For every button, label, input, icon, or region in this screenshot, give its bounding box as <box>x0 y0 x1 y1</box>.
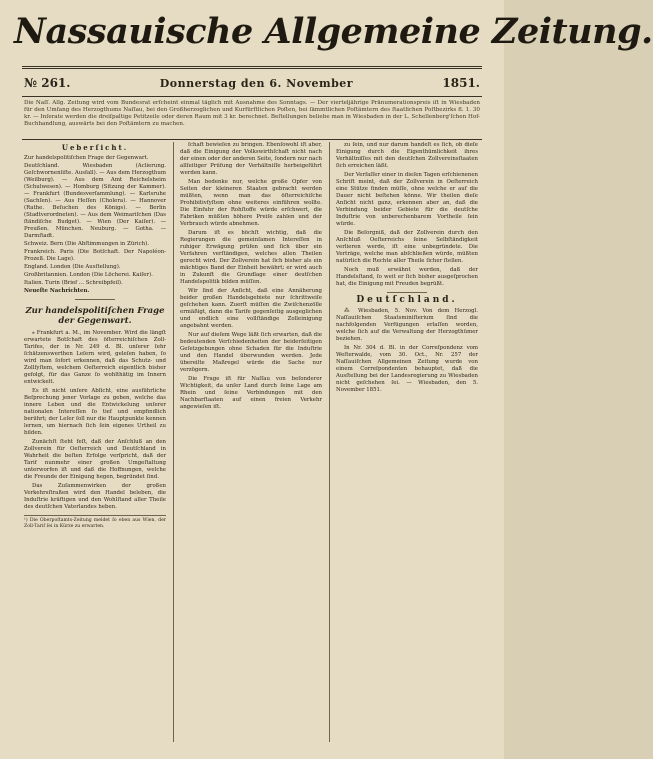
column-3 <box>336 142 478 747</box>
notice-rule <box>22 139 482 140</box>
column-1 <box>24 142 166 747</box>
info-rule <box>22 96 482 97</box>
column-2 <box>180 142 322 747</box>
overview-item: Italien. Turin (Brief ... Schreibpfeil). <box>24 280 123 286</box>
masthead-rule-top-thin <box>22 68 482 69</box>
issue-year: 1851. <box>442 76 480 90</box>
issue-date: Donnerstag den 6. November <box>159 76 354 90</box>
article-paragraph: Die Beſorgniß, daß der Zollverein durch den Anſchluß Oeſterreichs ſeine Selbſtändigkeit verlieren werde, iſt eine unbegründete. Die Verträge, welche man abſchließen würde, müßten natürlich die Rechte aller Theile ſicher ſtellen. <box>336 230 478 264</box>
article-paragraph: ⁎ Frankfurt a. M., im November. Wird die längſt erwartete Botſchaft des öſterreichiſchen Zoll-Tarifes, der in Nr. 249 d. Bl. unſerer ſehr ſchätzenswerthen Leſern wird, geleſen haben, ſo wird man ſofort erkennen, daß das Schutz- und Zollſyſtem, welchem Oeſterreich eigentlich bisher gefolgt, für das Ganze ſo wohlthätig im Innern entwickelt. <box>24 330 166 385</box>
subscription-notice: Die Naſſ. Allg. Zeitung wird vom Bundesrat erſcheint einmal täglich mit Ausnahme des Sonntags. — Der vierteljährige Pränumerationspreis iſt in Wiesbaden für den Umfang des Herzogthums Naſſau, bei den Großherzoglichen und Kurfürſtlichen Poſten, bei ſämmtlichen Poſtämtern des ſtaatlichen Poſtbezirks fl. 1. 30 kr. — Inſerate werden die dreiſpaltige Petitzeile oder deren Raum mit 3 kr. berechnet. Beſtellungen beliebe man in Wiesbaden in der L. Schellenberg'ſchen Hof-Buchhandlung, auswärts bei den Poſtämtern zu machen. <box>24 100 480 127</box>
overview-item: Großbritannien. London (Die Löcherei. Kaiſer). <box>24 272 153 278</box>
article-paragraph: Nur auf dieſem Wege läßt ſich erwarten, daß die bedeutenden Verſchiedenheiten der beiderſeitigen Geſetzgebungen ohne Schaden für die Induſtrie und den Handel überwunden werden. Jede übereilte Maßregel würde die Sache nur verzögern. <box>180 332 322 373</box>
article-paragraph: Es iſt nicht unſere Abſicht, eine ausführliche Beſprechung jener Vorlage zu geben, welche das innere Leben und die Entwickelung unſerer nationalen Intereſſen ſo tief und empfindlich berührt; der Leſer ſoll nur die Hauptpunkte kennen lernen, um hiernach ſich ſein eigenes Urtheil zu bilden. <box>24 388 166 436</box>
article-paragraph: Die Frage iſt für Naſſau von beſonderer Wichtigkeit, da unſer Land durch ſeine Lage am Rhein und ſeine Verbindungen mit den Nachbarſtaaten auf einen freien Verkehr angewieſen iſt. <box>180 376 322 410</box>
separator <box>75 299 115 300</box>
overview-item: Neueſte Nachrichten. <box>24 288 90 294</box>
footnote: ¹) Die Oberpoſtamts-Zeitung meldet ſo eben aus Wien, der Zoll-Tarif ſei in Kürze zu erwarten. <box>24 515 166 530</box>
article-paragraph: zu ſein, und nur darum handelt es ſich, ob dieſe Einigung durch die Eigenthümlichkeit ihres Verhältniſſes mit den deutſchen Zollvereinsſtaaten ſich erreichen läßt. <box>336 142 478 169</box>
article-paragraph: Zunächſt ſteht feſt, daß der Anſchluß an den Zollverein für Oeſterreich und Deutſchland in Wahrheit die beſten Erfolge verſpricht, daß der Tarif nunmehr einer großen Umgeſtaltung unterworfen iſt und daß die Hoffnungen, welche die Freunde der Einigung hegen, begründet ſind. <box>24 439 166 480</box>
overview-item: Frankreich. Paris (Die Botſchaft. Der Napoléon-Prozeß. Die Lage). <box>24 249 166 262</box>
overview-item: Schweiz. Bern (Die Abſtimmungen in Zürich). <box>24 241 149 247</box>
article-paragraph: Der Verfaſſer einer in dieſen Tagen erſchienenen Schrift meint, daß der Zollverein in Oeſterreich eine Stütze finden müſſe, ohne welche er auf die Dauer nicht beſtehen könne. Wir theilen dieſe Anſicht nicht ganz, erkennen aber an, daß die Verbindung beider Gebiete für die deutſche Induſtrie von unberechenbarem Vortheile ſein würde. <box>336 172 478 227</box>
issue-info-bar <box>24 74 480 92</box>
overview-list <box>24 155 166 295</box>
masthead-rule-top <box>22 66 482 67</box>
masthead-title: Nassauische Allgemeine Zeitung. <box>14 11 653 52</box>
germany-section-heading: Deutſchland. <box>356 295 458 305</box>
issue-number: № 261. <box>24 76 71 90</box>
separator <box>387 292 427 293</box>
article-paragraph: Man bedenke nur, welche große Opfer von Seiten der kleineren Staaten gebracht werden müßten, wenn man das öſterreichiſche Prohibitivſyſtem ohne weiteres einführen wollte. Die Einfuhr der Rohſtoffe würde erſchwert, die Fabriken müßten höhere Preiſe zahlen und der Verbrauch würde abnehmen. <box>180 179 322 227</box>
article-paragraph: Noch muß erwähnt werden, daß der Handelsſtand, ſo weit er ſich bisher ausgeſprochen hat, die Einigung mit Freuden begrüßt. <box>336 267 478 287</box>
article-paragraph: In Nr. 304 d. Bl. in der Correſpondenz vom Weſterwalde, vom 30. Oct., Nr. 257 der Naſſauiſchen Allgemeinen Zeitung wurde von einem Correſpondenten behauptet, daß die Ausſtellung bei der Landesregierung zu Wiesbaden nicht geſchehen ſei. — Wiesbaden, den 5. November 1851. <box>336 345 478 393</box>
article-paragraph: ⁂ Wiesbaden, 5. Nov. Von dem Herzogl. Naſſauiſchen Staatsminiſterium ſind die nachfolgenden Verfügungen erlaſſen worden, welche ſich auf die Verwaltung der Herzogthümer beziehen. <box>336 308 478 342</box>
article-paragraph: Das Zuſammenwirken der großen Verkehrsſtraßen wird den Handel beleben, die Induſtrie kräftigen und den Wohlſtand aller Theile des deutſchen Vaterlandes heben. <box>24 483 166 510</box>
overview-item: Zur handelspolitiſchen Frage der Gegenwart. <box>24 155 149 161</box>
overview-item: Deutſchland. Wiesbaden (Aclierung. Geſchwornenliſte. Ausfall). — Aus dem Herzogthum (Weilburg). — Aus dem Amt Reichelsheim (Schulwesen). — Homburg (Sitzung der Kammer). — Frankfurt (Bundesverſammlung). — Karlsruhe (Sachſen). — Aus Heſſen (Cholera). — Hannover (Rathe. Beſuchen des Königs). — Berlin (Stadtverordneten). — Aus dem Weimariſchen (Das ſtändiſche Budget). — Wien (Der Kaiſer). — Preußen. München. Neuburg. — Gotha. — Darmſtadt. <box>24 163 166 239</box>
article-paragraph: Wir ſind der Anſicht, daß eine Annäherung beider großen Handelsgebiete nur ſchrittweiſe geſchehen kann. Zuerſt müſſen die Zwiſchenzölle ermäßigt, dann die Tarife gegenſeitig ausgeglichen und endlich eine vollſtändige Zolleinigung angebahnt werden. <box>180 288 322 329</box>
overview-heading: Ueberſicht. <box>61 143 129 152</box>
column-divider-2 <box>329 142 330 742</box>
article-headline: Zur handelspolitiſchen Frage der Gegenwart. <box>25 306 165 326</box>
column-divider-1 <box>173 142 174 742</box>
article-paragraph: ſchaft bewieſen zu bringen. Ebenſowohl iſt aber, daß die Einigung der Volkswirthſchaft nicht nach der einen oder der anderen Seite, ſondern nur nach allſeitiger Prüfung der Verhältniſſe herbeigeführt werden kann. <box>180 142 322 176</box>
article-paragraph: Darum iſt es höchſt wichtig, daß die Regierungen die gemeinſamen Intereſſen in ruhiger Erwägung prüfen und ſich über ein Verfahren verſtändigen, welches allen Theilen gerecht wird. Der Zollverein hat ſich bisher als ein mächtiges Band der Einheit bewährt; er wird auch in Zukunft die Grundlage einer deutſchen Handelspolitik bilden müſſen. <box>180 230 322 285</box>
overview-item: England. London (Die Ausſtellung). <box>24 264 121 270</box>
